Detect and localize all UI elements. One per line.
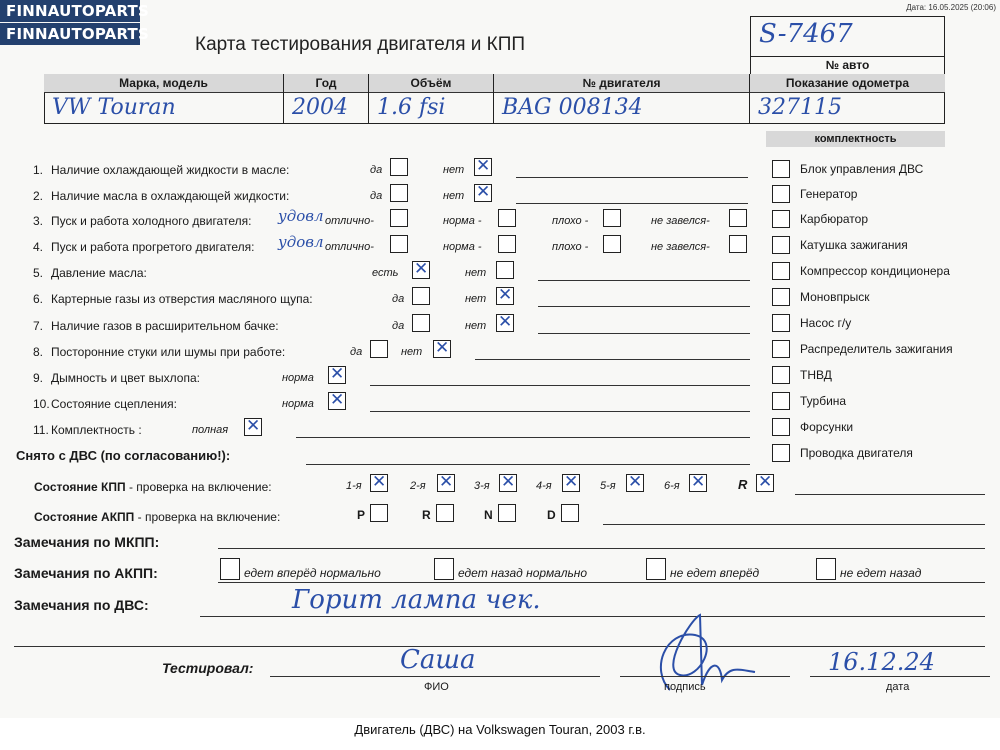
checkbox-carburetor[interactable]	[772, 210, 790, 228]
note-line	[538, 306, 750, 307]
date-stamp: Дата: 16.05.2025 (20:06)	[906, 3, 996, 12]
item-carburetor: Карбюратор	[800, 212, 869, 226]
note-line	[306, 464, 750, 465]
value-year: 2004	[284, 92, 369, 124]
question-11: 11. Комплектность :	[33, 423, 142, 437]
checkbox-akpp-r[interactable]	[436, 504, 454, 522]
image-caption: Двигатель (ДВС) на Volkswagen Touran, 2003 г.в.	[354, 722, 646, 737]
kpp-label: Состояние КПП - проверка на включение:	[34, 480, 272, 494]
checkbox-akpp-no-backward[interactable]	[816, 558, 836, 580]
handwritten-udovl-q4: удовл	[278, 233, 324, 251]
label-ploho: плохо -	[552, 215, 589, 227]
checkbox-q3-otlichno[interactable]	[390, 209, 408, 227]
checkbox-q2-net[interactable]	[474, 184, 492, 202]
checkbox-q9-norma[interactable]	[328, 366, 346, 384]
removed-from-engine-label: Снято с ДВС (по согласованию!):	[16, 448, 231, 463]
checkbox-q5-net[interactable]	[496, 261, 514, 279]
akpp-gear-n: N	[484, 508, 493, 522]
label-da: да	[392, 293, 405, 305]
value-engine-number: BAG 008134	[494, 92, 750, 124]
checkbox-injectors[interactable]	[772, 418, 790, 436]
col-engine-number: № двигателя	[494, 74, 750, 92]
checkbox-q4-norma[interactable]	[498, 235, 516, 253]
checkbox-q2-da[interactable]	[390, 184, 408, 202]
checkbox-ecu[interactable]	[772, 160, 790, 178]
checkbox-generator[interactable]	[772, 185, 790, 203]
checkbox-q7-net[interactable]	[496, 314, 514, 332]
checkbox-akpp-d[interactable]	[561, 504, 579, 522]
gear-1: 1-я	[346, 480, 362, 492]
checkbox-q3-ne-zavelsya[interactable]	[729, 209, 747, 227]
checkbox-q10-norma[interactable]	[328, 392, 346, 410]
checkbox-gear-2[interactable]	[437, 474, 455, 492]
question-5: 5. Давление масла:	[33, 266, 147, 280]
checkbox-q5-est[interactable]	[412, 261, 430, 279]
remarks-mkpp-line	[218, 548, 985, 549]
checkbox-q3-ploho[interactable]	[603, 209, 621, 227]
label-otlichno: отлично-	[325, 241, 374, 253]
tester-name: Саша	[400, 645, 476, 675]
fio-label: ФИО	[424, 681, 449, 693]
item-tnvd: ТНВД	[800, 368, 832, 382]
brand-logo: FINNAUTOPARTS	[0, 0, 140, 22]
label-ploho: плохо -	[552, 241, 589, 253]
checkbox-akpp-n[interactable]	[498, 504, 516, 522]
remarks-akpp-label: Замечания по АКПП:	[14, 565, 158, 581]
akpp-option-no-forward: не едет вперёд	[670, 566, 760, 580]
fio-line	[270, 676, 600, 677]
akpp-label: Состояние АКПП - проверка на включение:	[34, 510, 281, 524]
date-line	[810, 676, 990, 677]
auto-number-value: S-7467	[759, 19, 853, 49]
label-net: нет	[443, 164, 465, 176]
value-make-model: VW Touran	[44, 92, 284, 124]
note-line	[516, 203, 748, 204]
col-volume: Объём	[369, 74, 494, 92]
note-line	[795, 494, 985, 495]
akpp-gear-r: R	[422, 508, 431, 522]
item-injectors: Форсунки	[800, 420, 854, 434]
question-8: 8. Посторонние стуки или шумы при работе:	[33, 345, 286, 359]
item-ignition-coil: Катушка зажигания	[800, 238, 908, 252]
akpp-option-no-backward: не едет назад	[840, 566, 922, 580]
label-da: да	[350, 346, 363, 358]
card-title: Карта тестирования двигателя и КПП	[195, 34, 526, 55]
gear-r: R	[738, 477, 748, 492]
question-7: 7. Наличие газов в расширительном бачке:	[33, 319, 279, 333]
label-est: есть	[372, 267, 399, 279]
item-generator: Генератор	[800, 187, 858, 201]
note-line	[296, 437, 750, 438]
label-net: нет	[465, 267, 487, 279]
label-da: да	[392, 320, 405, 332]
checkbox-q8-da[interactable]	[370, 340, 388, 358]
handwritten-udovl-q3: удовл	[278, 207, 324, 225]
note-line	[516, 177, 748, 178]
remarks-akpp-line	[218, 582, 985, 583]
checkbox-gear-4[interactable]	[562, 474, 580, 492]
checkbox-akpp-backward-ok[interactable]	[434, 558, 454, 580]
label-net: нет	[465, 293, 487, 305]
checkbox-q8-net[interactable]	[433, 340, 451, 358]
note-line	[603, 524, 985, 525]
value-volume: 1.6 fsi	[369, 92, 494, 124]
value-odometer: 327115	[758, 95, 842, 120]
checkbox-q3-norma[interactable]	[498, 209, 516, 227]
note-line	[370, 411, 750, 412]
question-1: 1. Наличие охлаждающей жидкости в масле:	[33, 163, 290, 177]
checkbox-gear-r[interactable]	[756, 474, 774, 492]
checkbox-ps-pump[interactable]	[772, 314, 790, 332]
item-turbine: Турбина	[800, 394, 847, 408]
test-date: 16.12.24	[828, 648, 935, 676]
note-line	[538, 333, 750, 334]
item-ecu: Блок управления ДВС	[800, 162, 924, 176]
col-odometer: Показание одометра	[750, 74, 945, 92]
checkbox-gear-5[interactable]	[626, 474, 644, 492]
label-net: нет	[465, 320, 487, 332]
akpp-gear-d: D	[547, 508, 556, 522]
item-mono-injection: Моновпрыск	[800, 290, 870, 304]
checkbox-ignition-coil[interactable]	[772, 236, 790, 254]
remarks-dvs-value: Горит лампа чек.	[292, 585, 541, 615]
remarks-mkpp-label: Замечания по МКПП:	[14, 534, 160, 550]
gear-4: 4-я	[536, 480, 552, 492]
label-polnaya: полная	[192, 424, 229, 436]
gear-3: 3-я	[474, 480, 490, 492]
question-10: 10.Состояние сцепления:	[33, 397, 177, 411]
checkbox-q1-net[interactable]	[474, 158, 492, 176]
col-make-model: Марка, модель	[44, 74, 284, 92]
checkbox-akpp-no-forward[interactable]	[646, 558, 666, 580]
item-distributor: Распределитель зажигания	[800, 342, 953, 356]
checkbox-q11-polnaya[interactable]	[244, 418, 262, 436]
label-net: нет	[401, 346, 423, 358]
question-4: 4. Пуск и работа прогретого двигателя:	[33, 240, 255, 254]
akpp-option-backward-ok: едет назад нормально	[458, 566, 588, 580]
question-9: 9. Дымность и цвет выхлопа:	[33, 371, 200, 385]
remarks-dvs-line	[200, 616, 985, 617]
note-line	[370, 385, 750, 386]
col-year: Год	[284, 74, 369, 92]
date-label: дата	[886, 681, 910, 693]
label-norma: норма	[282, 372, 314, 384]
item-ac-compressor: Компрессор кондиционера	[800, 264, 950, 278]
label-norma: норма -	[443, 241, 482, 253]
question-6: 6. Картерные газы из отверстия масляного щупа:	[33, 292, 313, 306]
checkbox-tnvd[interactable]	[772, 366, 790, 384]
checkbox-q6-da[interactable]	[412, 287, 430, 305]
checkbox-gear-3[interactable]	[499, 474, 517, 492]
auto-number-label: № авто	[750, 56, 945, 74]
label-ne-zavelsya: не завелся-	[651, 241, 710, 253]
checkbox-akpp-forward-ok[interactable]	[220, 558, 240, 580]
checkbox-mono-injection[interactable]	[772, 288, 790, 306]
label-da: да	[370, 190, 383, 202]
item-engine-wiring: Проводка двигателя	[800, 446, 913, 460]
tested-by-label: Тестировал:	[162, 660, 254, 676]
komplektnost-title: комплектность	[766, 131, 945, 147]
checkbox-engine-wiring[interactable]	[772, 444, 790, 462]
checkbox-q4-ploho[interactable]	[603, 235, 621, 253]
checkbox-q1-da[interactable]	[390, 158, 408, 176]
brand-logo-secondary: FINNAUTOPARTS	[0, 23, 140, 45]
akpp-option-forward-ok: едет вперёд нормально	[244, 566, 381, 580]
remarks-dvs-line-2	[14, 646, 985, 647]
question-3: 3. Пуск и работа холодного двигателя:	[33, 214, 252, 228]
label-ne-zavelsya: не завелся-	[651, 215, 710, 227]
checkbox-gear-1[interactable]	[370, 474, 388, 492]
checkbox-q4-otlichno[interactable]	[390, 235, 408, 253]
signature-line	[620, 676, 790, 677]
checkbox-distributor[interactable]	[772, 340, 790, 358]
label-otlichno: отлично-	[325, 215, 374, 227]
checkbox-q6-net[interactable]	[496, 287, 514, 305]
note-line	[538, 280, 750, 281]
checkbox-turbine[interactable]	[772, 392, 790, 410]
item-ps-pump: Насос г/у	[800, 316, 852, 330]
label-norma: норма -	[443, 215, 482, 227]
checkbox-q4-ne-zavelsya[interactable]	[729, 235, 747, 253]
label-net: нет	[443, 190, 465, 202]
auto-number-box	[750, 16, 945, 56]
gear-2: 2-я	[410, 480, 426, 492]
remarks-dvs-label: Замечания по ДВС:	[14, 597, 149, 613]
akpp-gear-p: P	[357, 508, 366, 522]
gear-5: 5-я	[600, 480, 616, 492]
checkbox-gear-6[interactable]	[689, 474, 707, 492]
checkbox-akpp-p[interactable]	[370, 504, 388, 522]
note-line	[475, 359, 750, 360]
question-2: 2. Наличие масла в охлаждающей жидкости:	[33, 189, 290, 203]
label-norma: норма	[282, 398, 314, 410]
gear-6: 6-я	[664, 480, 680, 492]
checkbox-q7-da[interactable]	[412, 314, 430, 332]
signature-label: подпись	[664, 681, 706, 693]
label-da: да	[370, 164, 383, 176]
checkbox-ac-compressor[interactable]	[772, 262, 790, 280]
